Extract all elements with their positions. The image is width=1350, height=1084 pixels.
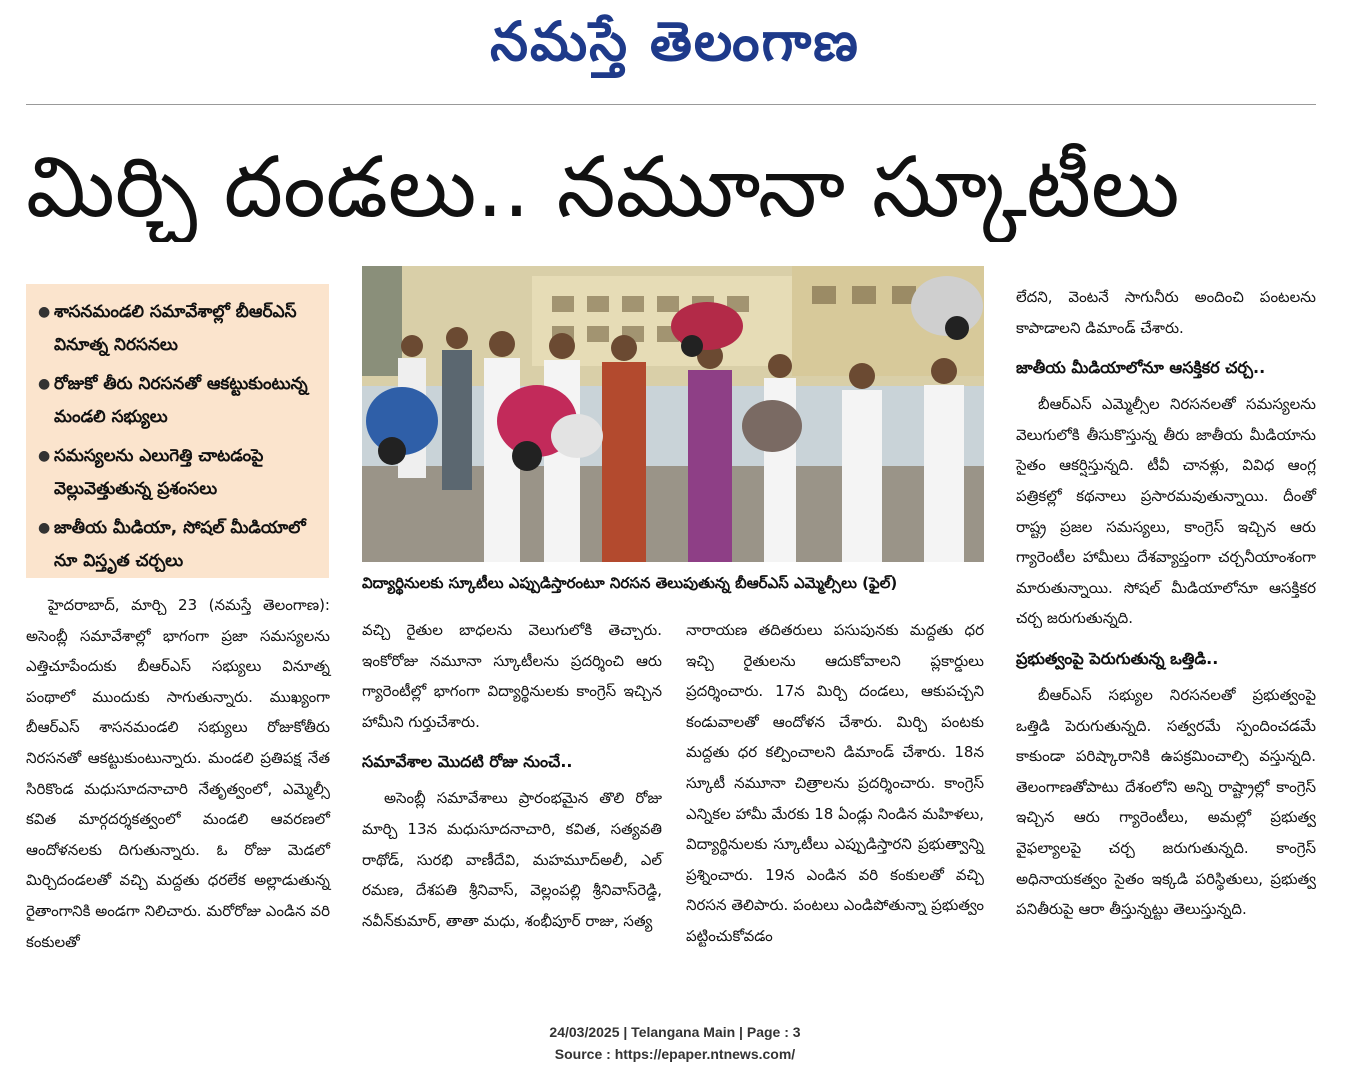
article-paragraph: అసెంబ్లీ సమావేశాలు ప్రారంభమైన తొలి రోజు మార్చి 13న మధుసూదనాచారి, కవిత, సత్యవతి రాథోడ్, సురభి వాణీదేవి, మహమూద్అలీ, ఎల్ రమణ, దేశపతి శ్రీనివాస్, వెల్లంపల్లి శ్రీనివాస్‌రెడ్డి, నవీన్‌కుమార్, తాతా మధు, శంభీపూర్ రాజు, సత్య [362, 789, 662, 930]
article-column-2 [362, 615, 662, 936]
highlight-item [38, 440, 319, 506]
bullet-icon: ● [38, 376, 51, 392]
highlight-text: జాతీయ మీడియా, సోషల్ మీడియాలో నూ విస్తృత చర్చలు [54, 518, 306, 571]
masthead-divider [26, 104, 1316, 105]
masthead [0, 8, 1350, 88]
highlight-text: రోజుకో తీరు నిరసనతో ఆకట్టుకుంటున్న మండలి సభ్యులు [54, 374, 308, 427]
article-column-3 [686, 615, 984, 952]
highlight-text: సమస్యలను ఎలుగెత్తి చాటడంపై వెల్లువెత్తుతున్న ప్రశంసలు [54, 446, 264, 499]
bullet-icon: ● [38, 448, 51, 464]
article-paragraph: లేదని, వెంటనే సాగునీరు అందించి పంటలను కాపాడాలని డిమాండ్ చేశారు. [1016, 288, 1316, 337]
article-paragraph: నారాయణ తదితరులు పసుపునకు మద్దతు ధర ఇచ్చి రైతులను ఆదుకోవాలని ప్లకార్డులు ప్రదర్శించారు. 17న మిర్చి దండలు, ఆకుపచ్చని కండువాలతో ఆందోళన చేశారు. మిర్చి పంటకు మద్దతు ధర కల్పించాలని డిమాండ్ చేశారు. 18న స్కూటీ నమూనా చిత్రాలను ప్రదర్శించారు. కాంగ్రెస్ ఎన్నికల హామీ మేరకు 18 ఏండ్లు నిండిన మహిళలు, విద్యార్థినులకు స్కూటీలు ఎప్పుడిస్తారని ప్రభుత్వాన్ని ప్రశ్నించారు. 19న ఎండిన వరి కంకులతో వచ్చి నిరసన తెలిపారు. పంటలు ఎండిపోతున్నా ప్రభుత్వం పట్టించుకోవడం [686, 621, 984, 945]
headline: మిర్చి దండలు.. నమూనా స్కూటీలు [26, 138, 1180, 236]
news-photo [362, 266, 984, 562]
article-paragraph: వచ్చి రైతుల బాధలను వెలుగులోకి తెచ్చారు. ఇంకోరోజు నమూనా స్కూటీలను ప్రదర్శించి ఆరు గ్యారెంటీల్లో భాగంగా విద్యార్థినులకు కాంగ్రెస్ ఇచ్చిన హామీని గుర్తుచేశారు. [362, 621, 662, 731]
footer-date-line: 24/03/2025 | Telangana Main | Page : 3 [549, 1024, 801, 1040]
article-paragraph: బీఆర్ఎస్ సభ్యుల నిరసనలతో ప్రభుత్వంపై ఒత్తిడి పెరుగుతున్నది. సత్వరమే స్పందించడమే కాకుండా పరిష్కారానికి ఉపక్రమించాల్సి వస్తున్నది. తెలంగాణతోపాటు దేశంలోని అన్ని రాష్ట్రాల్లో కాంగ్రెస్ ఇచ్చిన ఆరు గ్యారెంటీలు, అమల్లో ప్రభుత్వ వైఫల్యాలపై చర్చ జరుగుతున్నది. కాంగ్రెస్ అధినాయకత్వం సైతం ఇక్కడి పరిస్థితులు, ప్రభుత్వ పనితీరుపై ఆరా తీస్తున్నట్టు తెలుస్తున్నది. [1016, 685, 1316, 919]
masthead-title: నమస్తే తెలంగాణ [490, 9, 860, 73]
footer-source-line: Source : https://epaper.ntnews.com/ [554, 1046, 796, 1062]
highlight-item [38, 512, 319, 578]
highlight-text: శాసనమండలి సమావేశాల్లో బీఆర్ఎస్ వినూత్న నిరసనలు [54, 302, 297, 355]
article-paragraph: బీఆర్ఎస్ ఎమ్మెల్సీల నిరసనలతో సమస్యలను వెలుగులోకి తీసుకొస్తున్న తీరు జాతీయ మీడియాను సైతం ఆకర్షిస్తున్నది. టీవీ చానళ్లు, వివిధ ఆంగ్ల పత్రికల్లో కథనాలు ప్రసారమవుతున్నాయి. దీంతో రాష్ట్ర ప్రజల సమస్యలు, కాంగ్రెస్ ఇచ్చిన ఆరు గ్యారెంటీల హామీలు దేశవ్యాప్తంగా చర్చనీయాంశంగా మారుతున్నాయి. సోషల్ మీడియాలోనూ ఆసక్తికర చర్చ జరుగుతున్నది. [1016, 395, 1316, 628]
article-column-4 [1016, 282, 1316, 925]
article-column-1 [26, 590, 330, 957]
article-paragraph: హైదరాబాద్, మార్చి 23 (నమస్తే తెలంగాణ): అసెంబ్లీ సమావేశాల్లో భాగంగా ప్రజా సమస్యలను ఎత్తిచూపేందుకు బీఆర్ఎస్ సభ్యులు వినూత్న పంథాలో ముందుకు సాగుతున్నారు. ముఖ్యంగా బీఆర్ఎస్ శాసనమండలి సభ్యులు రోజుకోతీరు నిరసనతో ఆకట్టుకుంటున్నారు. మండలి ప్రతిపక్ష నేత సిరికొండ మధుసూదనాచారి నేతృత్వంలో, ఎమ్మెల్సీ కవిత మార్గదర్శకత్వంలో మండలి ఆవరణలో ఆందోళనలకు దిగుతున్నారు. ఓ రోజు మెడలో మిర్చిదండలతో వచ్చి మద్దతు ధరలేక అల్లాడుతున్న రైతాంగానికి అండగా నిలిచారు. మరోరోజు ఎండిన వరి కంకులతో [26, 596, 330, 951]
subheading: జాతీయ మీడియాలోనూ ఆసక్తికర చర్చ.. [1016, 358, 1266, 378]
subheading: సమావేశాల మొదటి రోజు నుంచే.. [362, 752, 573, 772]
bullet-icon: ● [38, 520, 51, 536]
highlight-item [38, 296, 319, 362]
bullet-icon: ● [38, 304, 51, 320]
subheading: ప్రభుత్వంపై పెరుగుతున్న ఒత్తిడి.. [1016, 648, 1219, 668]
photo-caption: విద్యార్థినులకు స్కూటీలు ఎప్పుడిస్తారంటూ నిరసన తెలుపుతున్న బీఆర్ఎస్ ఎమ్మెల్సీలు (ఫైల్) [362, 574, 898, 592]
highlights-box [26, 284, 329, 578]
highlight-item [38, 368, 319, 434]
